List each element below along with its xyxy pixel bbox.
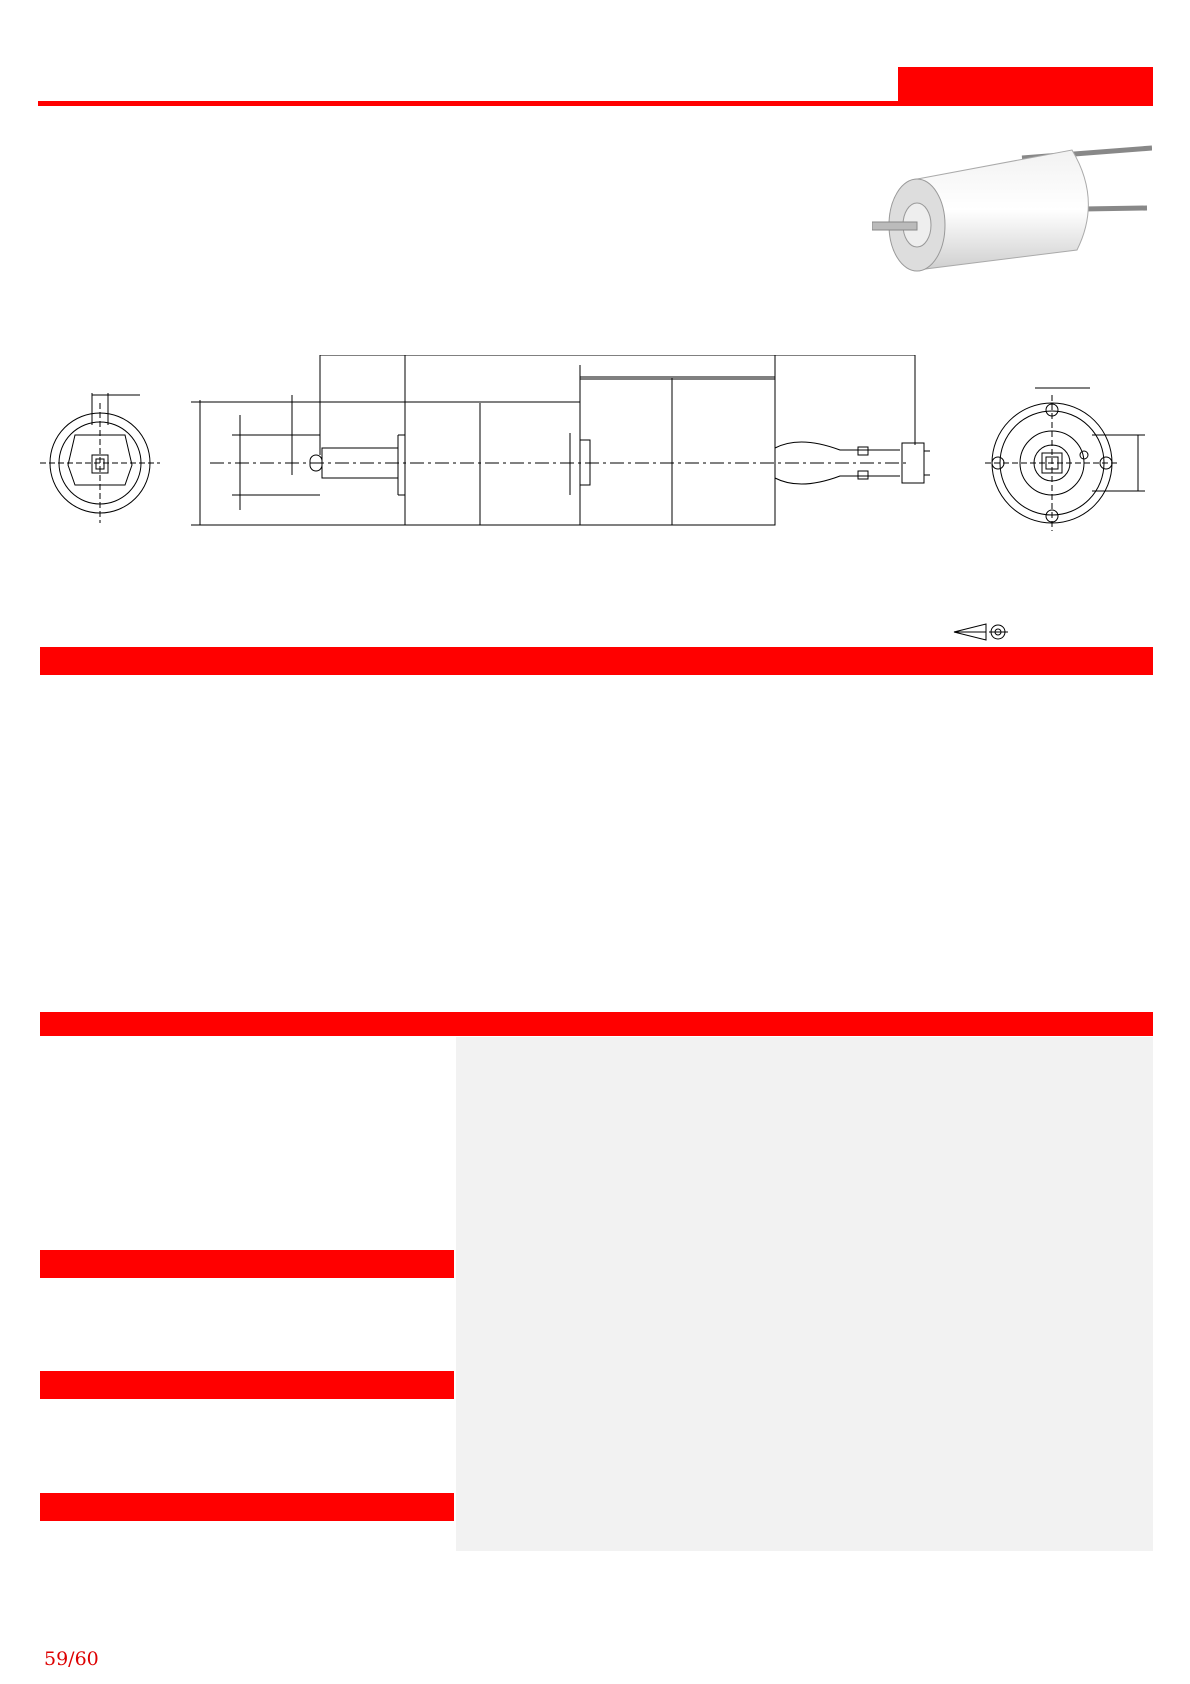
projection-symbol-icon xyxy=(950,622,1010,642)
remarks-note xyxy=(58,1525,78,1543)
remarks-header xyxy=(40,1493,454,1521)
motor-params-header xyxy=(40,647,1153,675)
dimension-drawing xyxy=(40,355,1160,560)
slogan-badge xyxy=(898,67,1153,105)
config-header xyxy=(40,1371,454,1399)
unit-label xyxy=(950,622,1024,642)
other-params-header xyxy=(40,1250,454,1278)
motor-photo xyxy=(872,140,1152,290)
header-rule xyxy=(38,101,1153,106)
chart-panel xyxy=(456,1037,1153,1551)
performance-chart xyxy=(456,1037,1153,1551)
page-number: 59/60 xyxy=(44,1648,99,1670)
mech-params-header xyxy=(40,1012,1153,1036)
